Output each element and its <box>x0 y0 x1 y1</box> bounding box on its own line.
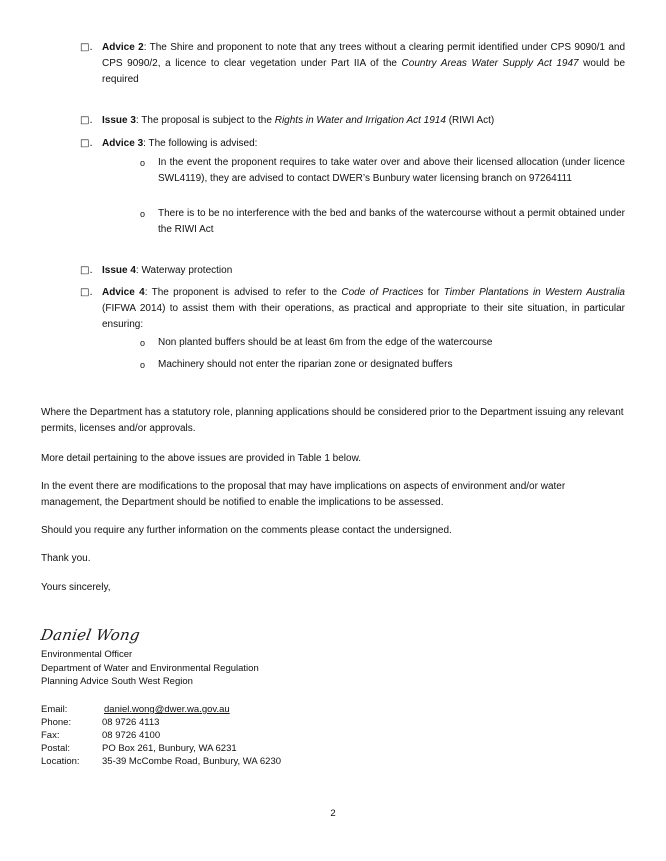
advice-2-text: : The Shire and proponent to note that any trees without a clearing permit identified under CPS 9090/1 and CPS 9090/2, a licence to clear vegetation under Part IIA of the <box>102 42 625 69</box>
advice-4-code-title: Code of Practices <box>341 287 424 298</box>
checkbox-marker: □. <box>80 287 93 298</box>
advice-2-label: Advice 2 <box>102 42 144 53</box>
paragraph-more-detail: More detail pertaining to the above issues are provided in Table 1 below. <box>41 453 362 464</box>
issue-3-act-title: Rights in Water and Irrigation Act 1914 <box>274 115 446 126</box>
advice-4-label: Advice 4 <box>102 287 145 298</box>
advice-2-item <box>80 40 625 88</box>
issue-4-item <box>80 263 625 279</box>
checkbox-marker: □. <box>80 138 93 149</box>
signatory-title: Environmental Officer <box>41 649 133 660</box>
issue-4-text: : Waterway protection <box>135 265 233 276</box>
bullet-marker: o <box>140 209 146 219</box>
fax-value: 08 9726 4100 <box>102 730 161 741</box>
bullet-marker: o <box>140 360 146 370</box>
advice-3-bullet-2 <box>140 206 625 238</box>
paragraph-thank-you: Thank you. <box>41 553 91 564</box>
issue-3-label: Issue 3 <box>102 115 136 126</box>
issue-3-text: : The proposal is subject to the <box>135 115 275 126</box>
bullet-marker: o <box>140 158 146 168</box>
issue-3-text-end: (RIWI Act) <box>445 115 495 126</box>
checkbox-marker: □. <box>80 42 93 53</box>
advice-4-text-end: (FIFWA 2014) to assist them with their operations, as practical and appropriate to their site situation, in particular ensuring: <box>102 303 625 330</box>
advice-2-text-end: would be required <box>102 58 626 85</box>
checkbox-marker: □. <box>80 265 93 276</box>
signatory-department: Department of Water and Environmental Regulation <box>41 663 259 674</box>
issue-4-label: Issue 4 <box>102 265 136 276</box>
advice-3-bullet-1 <box>140 155 625 187</box>
issue-3-item <box>80 113 625 129</box>
bullet-text: There is to be no interference with the bed and banks of the watercourse without a permit obtained under the RIWI Act <box>158 208 625 235</box>
handwritten-signature: Daniel Wong <box>39 626 142 644</box>
advice-2-act-title: Country Areas Water Supply Act 1947 <box>401 58 579 69</box>
checkbox-marker: □. <box>80 115 93 126</box>
bullet-marker: o <box>140 338 146 348</box>
postal-label: Postal: <box>41 743 71 754</box>
signatory-region: Planning Advice South West Region <box>41 676 193 687</box>
bullet-text: Non planted buffers should be at least 6m from the edge of the watercourse <box>158 337 493 348</box>
bullet-text: Machinery should not enter the riparian zone or designated buffers <box>158 359 453 370</box>
postal-value: PO Box 261, Bunbury, WA 6231 <box>102 743 237 754</box>
paragraph-closing: Yours sincerely, <box>41 582 111 593</box>
advice-3-text: : The following is advised: <box>143 138 258 149</box>
paragraph-modifications: In the event there are modifications to the proposal that may have implications on aspects of environment and/or water management, the Department should be notified to enable the implications to be assessed. <box>41 481 566 508</box>
advice-4-item <box>80 285 625 333</box>
advice-4-plantations-title: Timber Plantations in Western Australia <box>443 287 625 298</box>
advice-3-label: Advice 3 <box>102 138 144 149</box>
bullet-text: In the event the proponent requires to take water over and above their licensed allocation (under licence SWL4119), they are advised to contact DWER’s Bunbury water licensing branch on 97264111 <box>158 157 625 184</box>
page-number: 2 <box>330 808 336 819</box>
email-label: Email: <box>41 704 68 715</box>
advice-4-text-mid: for <box>423 287 444 298</box>
advice-4-text: : The proponent is advised to refer to the <box>144 287 342 298</box>
phone-value: 08 9726 4113 <box>102 717 160 728</box>
location-label: Location: <box>41 756 80 767</box>
phone-label: Phone: <box>41 717 72 728</box>
advice-4-bullet-1 <box>140 335 625 351</box>
advice-3-item <box>80 136 625 152</box>
email-link[interactable]: daniel.wong@dwer.wa.gov.au <box>104 704 230 715</box>
fax-label: Fax: <box>41 730 60 741</box>
location-value: 35-39 McCombe Road, Bunbury, WA 6230 <box>102 756 282 767</box>
paragraph-further-information: Should you require any further information on the comments please contact the undersigned. <box>41 525 452 536</box>
advice-4-bullet-2 <box>140 357 625 373</box>
paragraph-statutory-role: Where the Department has a statutory role, planning applications should be considered prior to the Department issuing any relevant permits, licenses and/or approvals. <box>41 407 624 434</box>
